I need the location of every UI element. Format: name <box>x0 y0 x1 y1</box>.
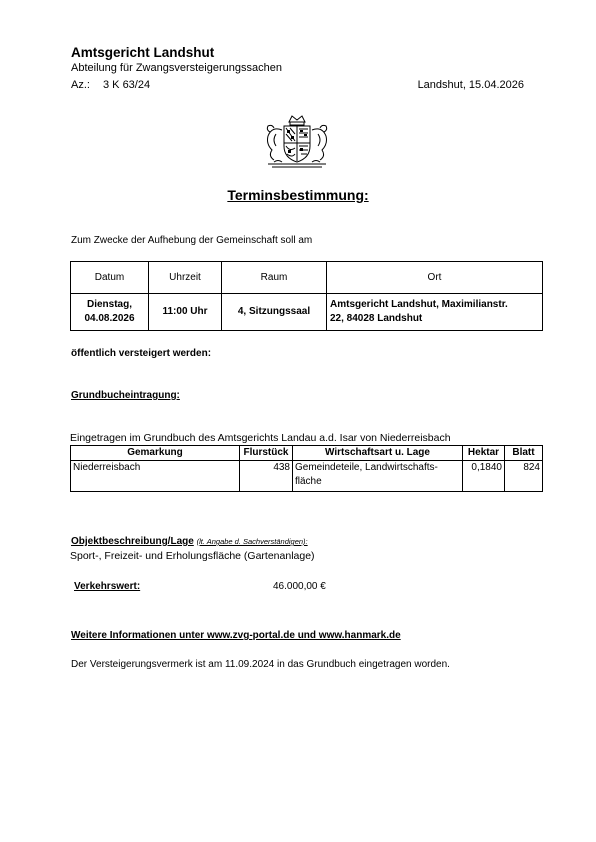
place-date: Landshut, 15.04.2026 <box>417 79 524 91</box>
land-register-intro: Eingetragen im Grundbuch des Amtsgerichts Landau a.d. Isar von Niederreisbach <box>70 432 451 444</box>
cell-flurstueck: 438 <box>240 461 293 492</box>
object-description-title <box>71 536 308 547</box>
object-description: Sport-, Freizeit- und Erholungsfläche (Gartenanlage) <box>70 550 315 562</box>
auction-text: öffentlich versteigert werden: <box>71 348 212 359</box>
coat-of-arms-icon <box>262 112 332 170</box>
appointment-header-row <box>71 262 543 294</box>
table-row <box>71 461 543 492</box>
appointment-time: 11:00 Uhr <box>149 294 222 331</box>
market-value-label: Verkehrswert: <box>74 581 141 592</box>
object-title-note: (lt. Angabe d. Sachverständigen): <box>196 537 308 546</box>
column-header-datum: Datum <box>71 262 149 294</box>
department: Abteilung für Zwangsversteigerungssachen <box>71 62 282 74</box>
wirtschaftsart-line-1: Gemeindeteile, Landwirtschafts- <box>295 462 438 473</box>
land-register-title: Grundbucheintragung: <box>71 390 180 401</box>
location-line-2: 22, 84028 Landshut <box>330 313 423 324</box>
column-header-uhrzeit: Uhrzeit <box>149 262 222 294</box>
registration-note: Der Versteigerungsvermerk ist am 11.09.2024 in das Grundbuch eingetragen worden. <box>71 659 450 670</box>
court-name: Amtsgericht Landshut <box>71 45 215 60</box>
column-header-hektar: Hektar <box>463 446 505 461</box>
appointment-date-value: 04.08.2026 <box>84 313 135 324</box>
land-register-header-row <box>71 446 543 461</box>
appointment-room: 4, Sitzungssaal <box>222 294 327 331</box>
file-number-label: Az.: <box>71 79 90 91</box>
location-line-1: Amtsgericht Landshut, Maximilianstr. <box>330 299 508 310</box>
appointment-weekday: Dienstag, <box>86 299 132 310</box>
column-header-flurstueck: Flurstück <box>240 446 293 461</box>
column-header-ort: Ort <box>327 262 543 294</box>
cell-blatt: 824 <box>505 461 543 492</box>
object-title-main: Objektbeschreibung/Lage <box>71 536 194 547</box>
cell-wirtschaftsart <box>293 461 463 492</box>
appointment-row <box>71 294 543 331</box>
wirtschaftsart-line-2: fläche <box>295 476 322 487</box>
column-header-raum: Raum <box>222 262 327 294</box>
column-header-blatt: Blatt <box>505 446 543 461</box>
intro-text: Zum Zwecke der Aufhebung der Gemeinschaft soll am <box>71 235 313 246</box>
column-header-wirtschaftsart: Wirtschaftsart u. Lage <box>293 446 463 461</box>
appointment-table <box>70 261 543 331</box>
document-heading: Terminsbestimmung: <box>227 187 369 203</box>
more-info-text: Weitere Informationen unter www.zvg-portal.de und www.hanmark.de <box>71 630 401 641</box>
column-header-gemarkung: Gemarkung <box>71 446 240 461</box>
appointment-location <box>327 294 543 331</box>
file-number: 3 K 63/24 <box>103 79 151 91</box>
market-value: 46.000,00 € <box>273 581 326 592</box>
appointment-date <box>71 294 149 331</box>
cell-hektar: 0,1840 <box>463 461 505 492</box>
cell-gemarkung: Niederreisbach <box>71 461 240 492</box>
land-register-table <box>70 445 543 492</box>
